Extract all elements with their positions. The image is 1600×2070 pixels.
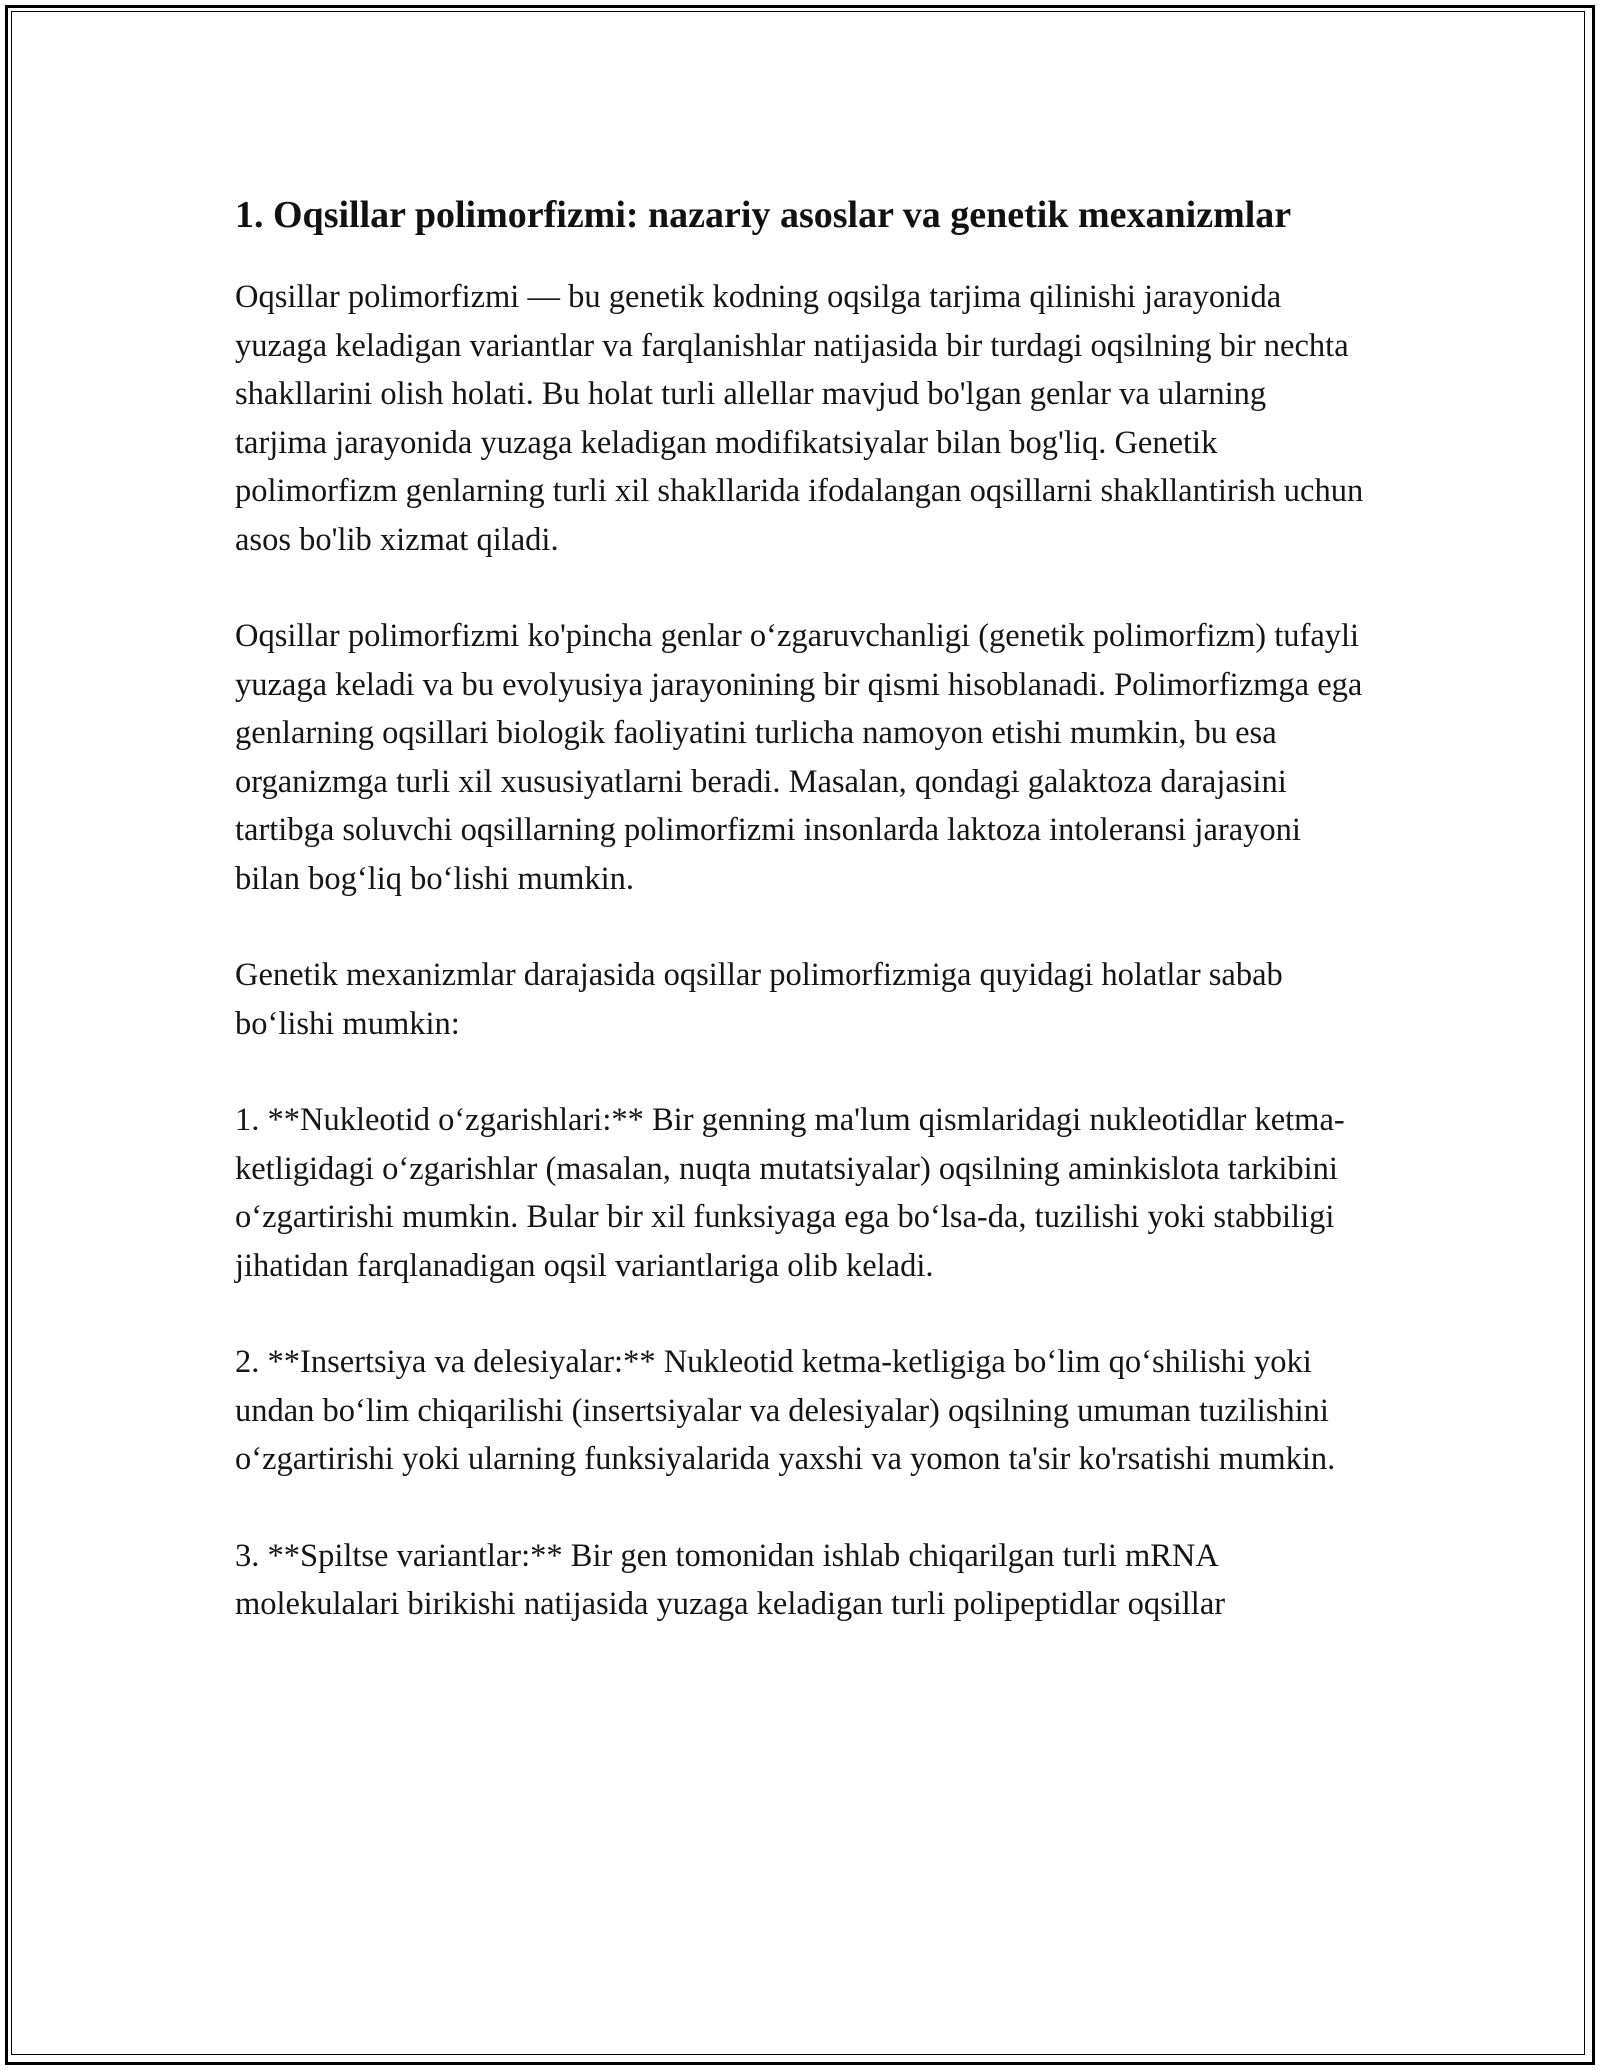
paragraph-variability: Oqsillar polimorfizmi ko'pincha genlar o‘zgaruvchanligi (genetik polimorfizm) tufayli yuzaga keladi va bu evolyusiya jarayonining bir qismi hisoblanadi. Polimorfizmga ega genlarning oqsillari biologik faoliyatini turlicha namoyon etishi mumkin, bu esa organizmga turli xil xususiyatlarni beradi. Masalan, qondagi galaktoza darajasini tartibga soluvchi oqsillarning polimorfizmi insonlarda laktoza intoleransi jarayoni bilan bog‘liq bo‘lishi mumkin. bbox=[235, 618, 1363, 897]
paragraph-definition: Oqsillar polimorfizmi — bu genetik kodning oqsilga tarjima qilinishi jarayonida yuzaga keladigan variantlar va farqlanishlar natijasida bir turdagi oqsilning bir nechta shakllarini olish holati. Bu holat turli allellar mavjud bo'lgan genlar va ularning tarjima jarayonida yuzaga keladigan modifikatsiyalar bilan bog'liq. Genetik polimorfizm genlarning turli xil shakllarida ifodalangan oqsillarni shakllantirish uchun asos bo'lib xizmat qiladi. bbox=[235, 279, 1364, 558]
document-body bbox=[235, 188, 1365, 1629]
list-item-splice-variants: 3. **Spiltse variantlar:** Bir gen tomonidan ishlab chiqarilgan turli mRNA molekulalari birikishi natijasida yuzaga keladigan turli polipeptidlar oqsillar bbox=[235, 1537, 1226, 1622]
list-item-insertions-deletions: 2. **Insertsiya va delesiyalar:** Nukleotid ketma-ketligiga bo‘lim qo‘shilishi yoki undan bo‘lim chiqarilishi (insertsiyalar va delesiyalar) oqsilning umuman tuzilishini o‘zgartirishi yoki ularning funksiyalarida yaxshi va yomon ta'sir ko'rsatishi mumkin. bbox=[235, 1344, 1336, 1477]
list-item-nucleotide-changes: 1. **Nukleotid o‘zgarishlari:** Bir genning ma'lum qismlaridagi nukleotidlar ketma-ketligidagi o‘zgarishlar (masalan, nuqta mutatsiyalar) oqsilning aminkislota tarkibini o‘zgartirishi mumkin. Bular bir xil funksiyaga ega bo‘lsa-da, tuzilishi yoki stabbiligi jihatidan farqlanadigan oqsil variantlariga olib keladi. bbox=[235, 1102, 1345, 1284]
section-heading: 1. Oqsillar polimorfizmi: nazariy asoslar va genetik mexanizmlar bbox=[235, 194, 1292, 236]
paragraph-mechanisms-intro: Genetik mexanizmlar darajasida oqsillar polimorfizmiga quyidagi holatlar sabab bo‘lishi mumkin: bbox=[235, 957, 1283, 1042]
